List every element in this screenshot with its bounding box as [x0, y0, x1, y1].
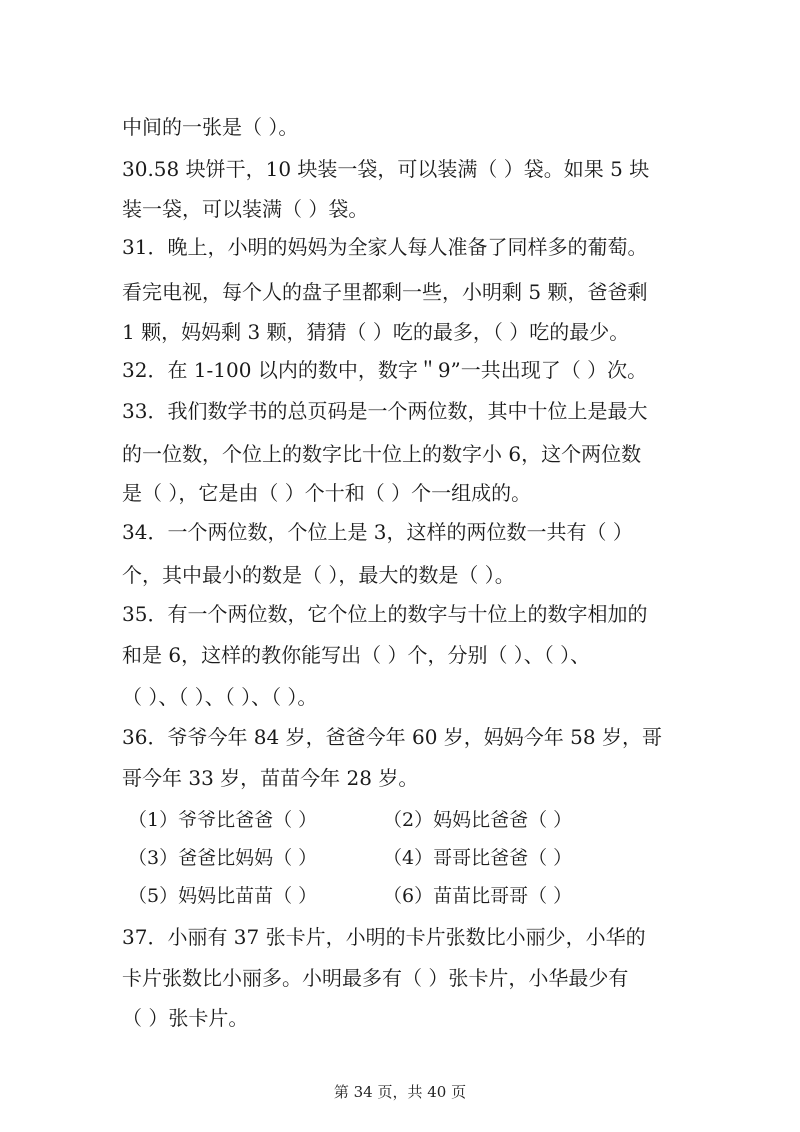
text-line-17: 哥今年 33 岁，苗苗今年 28 岁。: [122, 766, 419, 790]
sub-question-1: （1）爷爷比爸爸（ ）: [128, 809, 318, 831]
text-line-12: 个，其中最小的数是（ ），最大的数是（ ）。: [122, 563, 515, 587]
sub-question-6: （6）苗苗比哥哥（ ）: [383, 885, 573, 907]
sub-question-2: （2）妈妈比爸爸（ ）: [383, 809, 573, 831]
text-line-11: 34．一个两位数，个位上是 3，这样的两位数一共有（ ）: [122, 520, 633, 544]
page-footer: 第 34 页，共 40 页: [333, 1083, 467, 1101]
text-line-10: 是（ ），它是由（ ）个十和（ ）个一组成的。: [122, 481, 532, 505]
text-line-9: 的一位数，个位上的数字比十位上的数字小 6，这个两位数: [122, 442, 642, 466]
text-line-4: 31．晚上，小明的妈妈为全家人每人准备了同样多的葡萄。: [122, 235, 648, 259]
text-line-14: 和是 6，这样的教你能写出（ ）个，分别（ ）、（ ）、: [122, 643, 591, 667]
sub-question-4: （4）哥哥比爸爸（ ）: [383, 847, 573, 869]
text-line-2: 30.58 块饼干，10 块装一袋，可以装满（ ）袋。如果 5 块: [122, 157, 650, 181]
sub-question-5: （5）妈妈比苗苗（ ）: [128, 885, 318, 907]
text-line-5: 看完电视，每个人的盘子里都剩一些，小明剩 5 颗，爸爸剩: [122, 280, 648, 304]
text-line-8: 33．我们数学书的总页码是一个两位数，其中十位上是最大: [122, 399, 648, 423]
text-line-1: 中间的一张是（ ）。: [122, 115, 299, 139]
text-line-16: 36．爷爷今年 84 岁，爸爸今年 60 岁，妈妈今年 58 岁，哥: [122, 725, 662, 749]
text-line-3: 装一袋，可以装满（ ）袋。: [122, 197, 369, 221]
text-line-19: 卡片张数比小丽多。小明最多有（ ）张卡片，小华最少有: [122, 966, 629, 990]
text-line-13: 35．有一个两位数，它个位上的数字与十位上的数字相加的: [122, 602, 648, 626]
text-line-6: 1 颗，妈妈剩 3 颗，猜猜（ ）吃的最多，（ ）吃的最少。: [122, 320, 630, 344]
text-line-18: 37．小丽有 37 张卡片，小明的卡片张数比小丽少，小华的: [122, 925, 646, 949]
sub-question-3: （3）爸爸比妈妈（ ）: [128, 847, 318, 869]
text-line-7: 32．在 1-100 以内的数中，数字＂9”一共出现了（ ）次。: [122, 358, 648, 382]
text-line-20: （ ）张卡片。: [122, 1006, 249, 1030]
text-line-15: （ ）、（ ）、（ ）、（ ）。: [122, 685, 318, 709]
